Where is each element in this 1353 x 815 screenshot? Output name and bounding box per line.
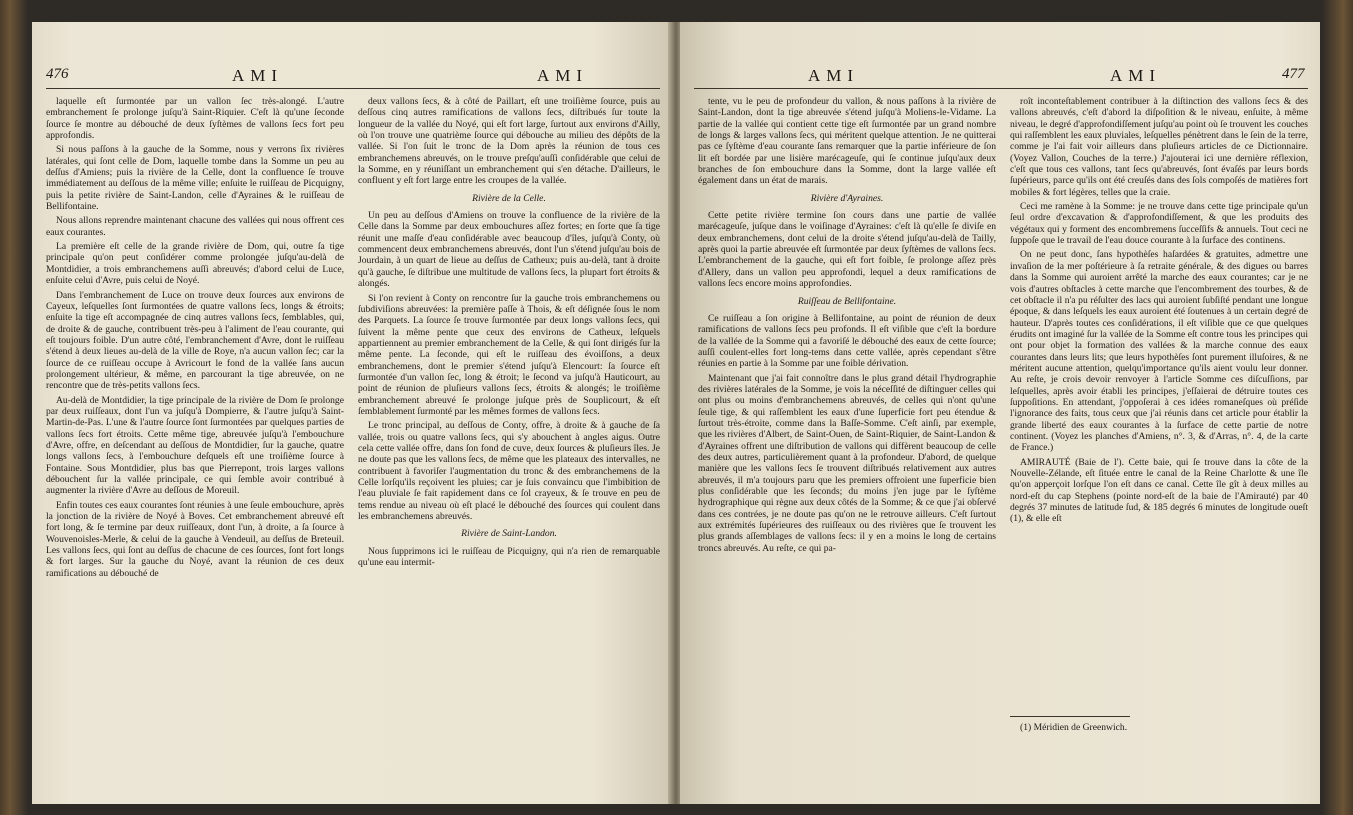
running-head-right: AMI: [537, 66, 589, 85]
section-heading: Rivière d'Ayraines.: [810, 192, 884, 204]
paragraph: Si nous paſſons à la gauche de la Somme, nous y verrons ſix rivières latérales, qui ſont celle de Dom, laquelle tombe dans la Somme un peu au deſſus d'Amiens; puis la rivière de la Celle, dont la confluence ſe trouve immédiatement au deſſous de la même ville; enſuite le ruiſſeau de Picquigny, puis la petite rivière de Saint-Landon, celle d'Ayraines & le ruiſſeau de Bellifontaine.: [46, 144, 344, 213]
section-heading: Rivière de la Celle.: [472, 192, 546, 204]
page-number: 477: [1282, 66, 1305, 82]
paragraph: Maintenant que j'ai fait connoître dans le plus grand détail l'hydrographie des rivières latérales de la Somme, je vois la néceſſité de diſtinguer celles qui ont plus ou moins d'embranchemens abreuvés, de celles qui n'ont qu'une ſeule tige, & qui raſſemblent les eaux d'une ſuperficie fort peu étendue & ſurtout très-étroite, comme dans la Baſſe-Somme. C'eſt ainſi, par exemple, que les rivières d'Albert, de Saint-Ouen, de Saint-Riquier, de Saint-Landon & d'Ayraines offrent une diſtribution de vallons qui diffèrent beaucoup de celle des deux autres, particulièrement quant à la profondeur. D'abord, de quelque manière que les vallons ſecs ſe trouvent diſtribués relativement aux autres abreuvés, il m'a toujours paru que les premiers offroient une ſuperficie bien plus conſidérable que les ſeconds; du moins j'en juge par le ſyſtème hydrographique qui règne aux deux côtés de la Somme; & ce que j'ai obſervé dans ces contrées, je ne doute pas qu'on ne le retrouve ailleurs. C'eſt ſurtout aux extrémités ſupérieures des ruiſſeaux ou des rivières que ſe trouvent les plus grands aſſemblages de vallons ſecs: il y en a moins le long de certains troncs abreuvés. Au reſte, ce qui pa-: [698, 372, 996, 554]
paragraph: Un peu au deſſous d'Amiens on trouve la confluence de la rivière de la Celle dans la Somme par deux embouchures aſſez fortes; en ſorte que ſa tige réunit une maſſe d'eau conſidérable avec beaucoup d'îles, juſqu'à Conty, où commencent deux embranchemens abreuvés, dont l'un s'étend juſqu'au bois de Jourdain, à un quart de lieue au deſſus de Catheux; puis au-delà, tant à droite qu'à gauche, ſe diſtribue une multitude de vallons ſecs, la plupart fort étroits & alongés.: [358, 210, 660, 290]
paragraph: Nous ſupprimons ici le ruiſſeau de Picquigny, qui n'a rien de remarquable qu'une eau intermit-: [358, 545, 660, 569]
paragraph: Enfin toutes ces eaux courantes ſont réunies à une ſeule embouchure, après la jonction de la rivière de Noyé à Boves. Cet embranchement abreuvé eſt fort long, & ſe termine par deux ruiſſeaux, dont l'un, à droite, a ſa ſource à Wouvenoisles-Merle, & celui de la gauche à Vendeuil, au deſſus de Breteuil. Les vallons ſecs, qui ſont au deſſus de chacune de ces ſources, ſont fort longs & fort larges. Sur la gauche du Noyé, avant la réunion de ces deux ramifications au débouché de: [46, 499, 344, 579]
section-heading: Rivière de Saint-Landon.: [461, 528, 557, 540]
column-right: [358, 96, 660, 571]
header-rule: [694, 88, 1308, 89]
paragraph: AMIRAUTÉ (Baie de l'). Cette baie, qui ſe trouve dans la côte de la Nouvelle-Zélande, eſt ſituée entre le canal de la Reine Charlotte & une île qu'on apperçoit lorſque l'on eſt dans ce canal. Cette île gît à deux milles au nord-eſt du cap Stephens (pointe nord-eſt de la baie de l'Amirauté) par 40 degrés 37 minutes de latitude ſud, & 185 degrés 6 minutes de longitude oueſt (1), & elle eſt: [1010, 456, 1308, 525]
paragraph: Cette petite rivière termine ſon cours dans une partie de vallée marécageuſe, juſque dans le voiſinage d'Ayraines: c'eſt là qu'elle ſe diviſe en deux embranchemens, dont celui de la droite s'étend juſqu'au-delà de Tailly, après quoi la partie abreuvée eſt ſurmontée par deux ſyſtèmes de vallons ſecs. L'embranchement de la gauche, qui eſt fort foible, ſe prolonge aſſez près d'Allery, dans un vallon peu approfondi, lequel a deux ramifications de vallons ſecs encore moins approfondies.: [698, 210, 996, 290]
column-left: [46, 96, 344, 582]
column-left: [698, 96, 996, 557]
running-head: AMI: [808, 66, 860, 85]
paragraph: Si l'on revient à Conty on rencontre ſur la gauche trois embranchemens ou ſubdiviſions abreuvées: la première paſſe à Thois, & eſt déſignée ſous le nom des Parquets. La ſource ſe trouve ſurmontée par deux longs vallons ſecs, qui ſuivent la même pente que ceux des environs de Catheux, leſquels appartiennent au premier embranchement de la Celle, & qui ſont dirigés ſur la même pente. La ſeconde, qui eſt le ruiſſeau des évoiſſons, a deux embranchemens, dont le premier s'étend juſqu'à Elencourt: ſa ſource eſt ſurmontée d'un vallon ſec, long & étroit; le ſecond va juſqu'à Hauticourt, au point de réunion de pluſieurs vallons ſecs, étroits & alongés; le troiſième embranchement abreuvé ſe prolonge juſque près de Souplicourt, & eſt ſemblablement ſurmonté par les mêmes formes de vallons ſecs.: [358, 292, 660, 417]
footnote-rule: [1010, 716, 1130, 717]
paragraph: Au-delà de Montdidier, la tige principale de la rivière de Dom ſe prolonge par deux ruiſſeaux, dont l'un va juſqu'à Dompierre, & l'autre juſqu'à Saint-Martin-de-Pas. L'une & l'autre ſource ſont ſurmontées par quelques parties de vallons ſecs fort étroits. Cette même tige, abreuvée juſqu'à l'embouchure d'Avre, offre, en deſcendant au deſſous de Montdidier, ſur la gauche, quatre longs vallons ſecs, à l'embouchure deſquels eſt une troiſième ſource à Fontaine. Sous Montdidier, plus bas que Pierrepont, trois larges vallons débouchent ſur la vallée principale, ce qui ſemble avoir contribué à augmenter la rivière d'Avre au deſſous de Moreuil.: [46, 394, 344, 497]
paragraph: Ceci me ramène à la Somme: je ne trouve dans cette tige principale qu'un ſeul ordre d'excavation & d'approfondiſſement, & que les produits des végétaux qui y forment des encombremens ſucceſſifs & annuels. Tout ceci ne ſuppoſe que le travail de l'eau douce courante à la ſurface des continens.: [1010, 201, 1308, 247]
paragraph: roît inconteſtablement contribuer à la diſtinction des vallons ſecs & des vallons abreuvés, c'eſt d'abord la diſpoſition & le niveau, enſuite, à même niveau, le degré d'approfondiſſement juſqu'au point où ſe trouvent les couches qui raſſemblent les eaux pluviales, leſquelles pénètrent dans le ſein de la terre, comme je l'ai fait voir ailleurs dans pluſieurs articles de ce Dictionnaire. (Voyez Vallon, Couches de la terre.) J'ajouterai ici une dernière réflexion, c'eſt que tous ces vallons, tant ſecs qu'abreuvés, ſont évaſés par leurs bords ſupérieurs, parce qu'ils ont été creuſés dans des ſols compoſés de matières fort mobiles & fort légères, telles que la craie.: [1010, 96, 1308, 198]
page-number: 476: [46, 66, 69, 82]
paragraph: Dans l'embranchement de Luce on trouve deux ſources aux environs de Cayeux, leſquelles ſont ſurmontées de quatre vallons ſecs, longs & étroits; enſuite la tige eſt accompagnée de cinq autres vallons ſecs, ſemblables, qui, de droite & de gauche, contribuent très-peu à l'aliment de l'eau courante, qui eſt toujours foible. D'un autre côté, l'embranchement d'Avre, dont le ruiſſeau s'étend à deux lieues au-delà de la ville de Roye, n'a aucun vallon ſec; car la ſource de ce ruiſſeau occupe à Avricourt le fond de la vallée ſans aucun prolongement ultérieur, & même, en parcourant la tige abreuvée, on ne rencontre que de très-petits vallons ſecs.: [46, 289, 344, 392]
paragraph: tente, vu le peu de profondeur du vallon, & nous paſſons à la rivière de Saint-Landon, dont la tige abreuvée s'étend juſqu'à Moliens-le-Vidame. La partie de la vallée qui contient cette tige eſt ſurmontée par un grand nombre de longs & larges vallons ſecs, qui méritent quelque attention. Je ne quitterai pas ce ſyſtème d'eau courante ſans remarquer que la partie inférieure de ſon lit eſt bordée par une lisière marécageuſe, qui ſe continue juſqu'aux deux branches de ſon embouchure dans la Somme, dont la large vallée eſt également dans un état de marais.: [698, 96, 996, 187]
paragraph: deux vallons ſecs, & à côté de Paillart, eſt une troiſième ſource, puis au deſſous cinq autres ramifications de vallons ſecs, diſtribués ſur toute la longueur de la vallée du Noyé, qui eſt fort large, ſurtout aux environs d'Ailly, où l'on trouve une quatrième ſource qui débouche au milieu des dépôts de la vallée. Si l'on ſuit le tronc de la Dom après la réunion de tous ces embranchemens abreuvés, on le trouve preſqu'auſſi conſidérable que celui de la Somme, en y réuniſſant un embranchement qui s'en détache. D'ailleurs, le confluent y eſt fort large entre les croupes de la vallée.: [358, 96, 660, 187]
paragraph: La première eſt celle de la grande rivière de Dom, qui, outre ſa tige principale qu'on peut conſidérer comme prolongée juſqu'au-delà de Montdidier, a trois embranchemens auſſi abreuvés; d'abord celui de Luce, enſuite celui d'Avre, puis celui de Noyé.: [46, 241, 344, 287]
right-page: [680, 22, 1320, 804]
paragraph: laquelle eſt ſurmontée par un vallon ſec très-alongé. L'autre embranchement ſe prolonge juſqu'à Saint-Riquier. C'eſt là qu'une ſeconde ſource ſe montre au débouché de deux ſyſtèmes de vallons ſecs fort peu approfondis.: [46, 96, 344, 142]
column-right: [1010, 96, 1308, 706]
footnote: (1) Méridien de Greenwich.: [1020, 722, 1128, 733]
paragraph: On ne peut donc, ſans hypothèſes haſardées & gratuites, admettre une invaſion de la mer poſtérieure à ſa retraite générale, & des digues ou barres dans la Somme qui auroient arrêté la marche des eaux courantes; car je ne vois d'autres obſtacles à cette marche que l'encombrement des tourbes, & de cet obſtacle il n'a pu réſulter des lacs qui auroient ſubſiſté pendant une longue époque, & dans leſquels les eaux auroient été ſoutenues à un certain degré de hauteur. D'après toutes ces conſidérations, il eſt viſible que ce que quelques érudits ont imaginé ſur la vallée de la Somme eſt contre tous les principes qui ont pour objet la formation des vallées & la marche connue des eaux courantes dans leurs lits; que leurs hypothèſes ſont purement illuſoires, & ne méritent aucune attention, quelqu'importance qu'ils aient voulu leur donner. Au reſte, je crois devoir renvoyer à l'article Somme ces diſcuſſions, par leſquelles, après avoir établi les principes, j'eſſaierai de détruire toutes ces ſuppoſitions. En attendant, j'oppoſerai à ces idées romaneſques où préſide l'ignorance des faits, tous ceux que j'ai réunis dans cet article pour établir la grande liberté des eaux courantes à la ſurface de cette partie de notre continent. (Voyez les planches d'Amiens, n°. 3, & d'Arras, n°. 4, de la carte de France.): [1010, 249, 1308, 454]
paragraph: Nous allons reprendre maintenant chacune des vallées qui nous offrent ces eaux courantes.: [46, 215, 344, 238]
left-page: [32, 22, 672, 804]
section-heading: Ruiſſeau de Bellifontaine.: [797, 295, 897, 307]
paragraph: Le tronc principal, au deſſous de Conty, offre, à droite & à gauche de ſa vallée, trois ou quatre vallons ſecs, qui s'y abouchent à angles aigus. Outre cela cette vallée offre, dans ſon fond de cuve, deux ſources & pluſieurs îles. Je ne doute pas que les vallons ſecs, de même que les plateaux des intervalles, ne contribuent à favoriſer l'augmentation du tronc & des embranchemens de la Celle lorſqu'ils reçoivent les pluies; car je ſuis convaincu que l'imbibition de l'eau pluviale ſe fait rapidement dans ce ſol crayeux, & ſe trouve en peu de tems rendue au niveau où eſt placé le débouché des ſources qui coulent dans les embranchemens abreuvés.: [358, 420, 660, 523]
running-head-right: AMI: [1110, 66, 1162, 85]
paragraph: Ce ruiſſeau a ſon origine à Bellifontaine, au point de réunion de deux ramifications de vallons ſecs peu profonds. Il eſt viſible que c'eſt la bordure de la vallée de la Somme qui a favoriſé le débouché des eaux de cette ſource; auſſi coulent-elles fort long-tems dans cette vallée, après cependant s'être réunies en partie à la Somme par une foible dérivation.: [698, 312, 996, 370]
running-head: AMI: [232, 66, 284, 85]
header-rule: [46, 88, 660, 89]
